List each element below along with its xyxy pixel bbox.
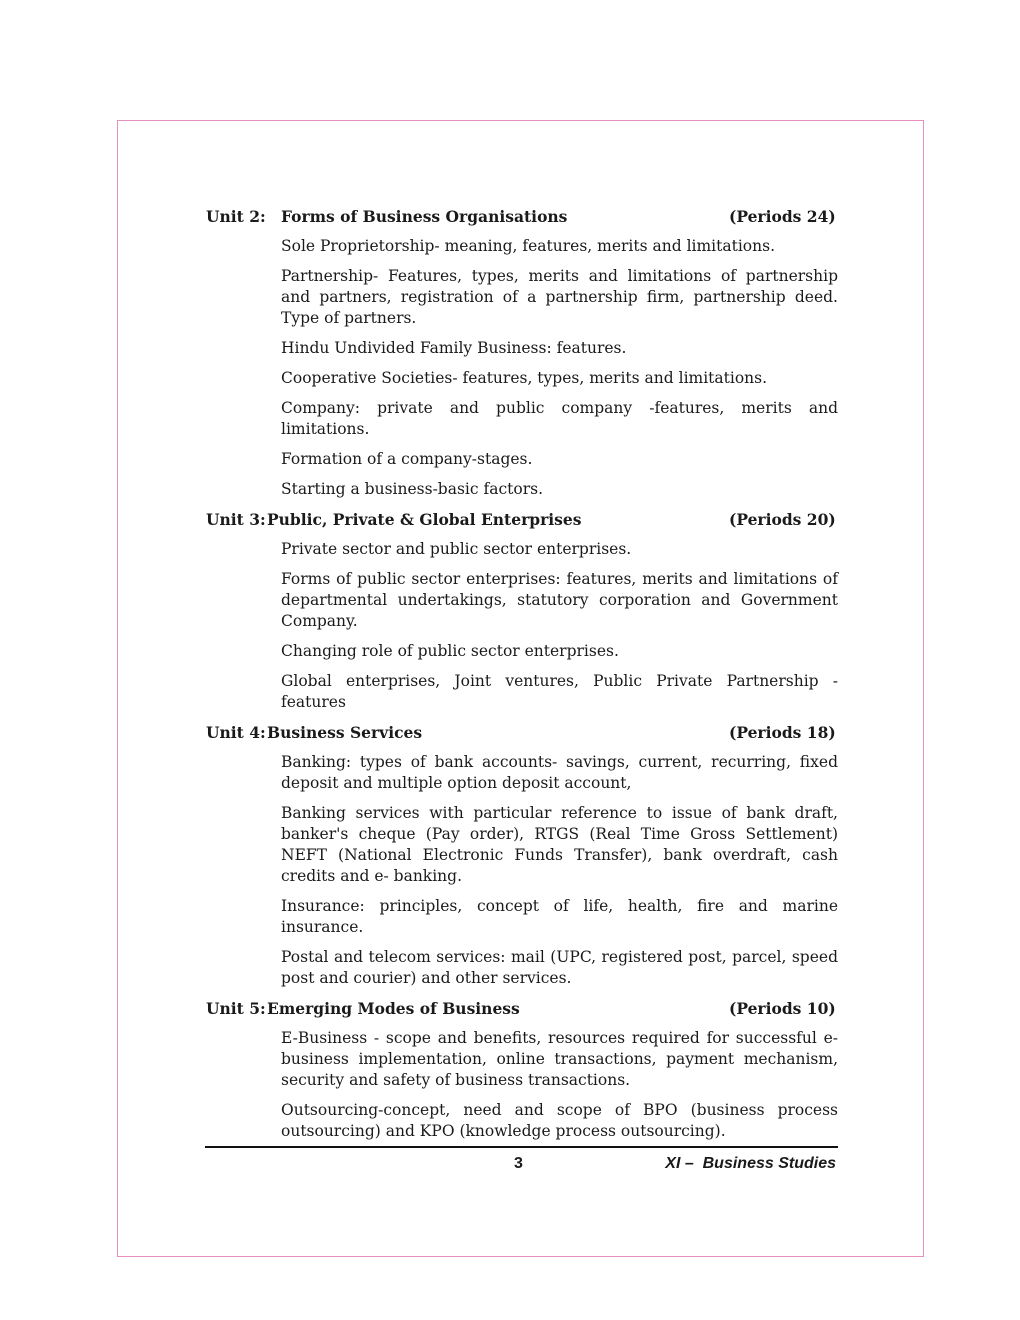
topic-paragraph: Hindu Undivided Family Business: features. bbox=[281, 339, 627, 357]
footer-rule bbox=[205, 1146, 838, 1148]
topic-paragraph: Banking: types of bank accounts- savings, current, recurring, fixed deposit and multiple option deposit account, bbox=[281, 753, 838, 792]
topic-paragraph: Global enterprises, Joint ventures, Public Private Partnership - features bbox=[281, 672, 838, 711]
topic-paragraph: Private sector and public sector enterprises. bbox=[281, 540, 632, 558]
topic-paragraph: Formation of a company-stages. bbox=[281, 450, 533, 468]
topic-paragraph: Insurance: principles, concept of life, health, fire and marine insurance. bbox=[281, 897, 838, 936]
topic-paragraph: Sole Proprietorship- meaning, features, merits and limitations. bbox=[281, 237, 775, 255]
unit-heading bbox=[206, 509, 838, 530]
topic-paragraph: E-Business - scope and benefits, resources required for successful e-business implementation, online transactions, payment mechanism, security and safety of business transactions. bbox=[281, 1029, 838, 1089]
unit-heading bbox=[206, 998, 838, 1019]
unit-heading bbox=[206, 722, 838, 743]
unit-number: Unit 2: bbox=[206, 207, 266, 226]
topic-paragraph: Company: private and public company -features, merits and limitations. bbox=[281, 399, 838, 438]
topic-paragraph: Partnership- Features, types, merits and limitations of partnership and partners, registration of a partnership firm, partnership deed. Type of partners. bbox=[281, 267, 838, 327]
unit-periods: (Periods 18) bbox=[729, 723, 836, 742]
unit-title: Forms of Business Organisations bbox=[281, 207, 568, 226]
topic-paragraph: Changing role of public sector enterprises. bbox=[281, 642, 619, 660]
page-number: 3 bbox=[514, 1155, 523, 1172]
topic-paragraph: Banking services with particular reference to issue of bank draft, banker's cheque (Pay order), RTGS (Real Time Gross Settlement) NEFT (National Electronic Funds Transfer), bank overdraft, cash credits and e- banking. bbox=[281, 804, 838, 885]
unit-section bbox=[206, 722, 838, 989]
unit-heading bbox=[206, 206, 838, 227]
topic-paragraph: Outsourcing-concept, need and scope of BPO (business process outsourcing) and KPO (knowledge process outsourcing). bbox=[281, 1101, 838, 1140]
unit-section bbox=[206, 509, 838, 713]
topic-paragraph: Forms of public sector enterprises: features, merits and limitations of departmental undertakings, statutory corporation and Government Company. bbox=[281, 570, 838, 630]
unit-number: Unit 3: bbox=[206, 510, 266, 529]
unit-periods: (Periods 10) bbox=[729, 999, 836, 1018]
unit-title: Business Services bbox=[267, 723, 423, 742]
unit-periods: (Periods 20) bbox=[729, 510, 836, 529]
unit-number: Unit 4: bbox=[206, 723, 266, 742]
topic-paragraph: Postal and telecom services: mail (UPC, registered post, parcel, speed post and courier) and other services. bbox=[281, 948, 838, 987]
unit-title: Emerging Modes of Business bbox=[267, 999, 520, 1018]
topic-paragraph: Cooperative Societies- features, types, merits and limitations. bbox=[281, 369, 768, 387]
unit-number: Unit 5: bbox=[206, 999, 266, 1018]
syllabus-content bbox=[206, 206, 838, 1151]
unit-periods: (Periods 24) bbox=[729, 207, 836, 226]
unit-section bbox=[206, 998, 838, 1142]
footer-title: XI – Business Studies bbox=[665, 1155, 836, 1172]
topic-paragraph: Starting a business-basic factors. bbox=[281, 480, 543, 498]
unit-title: Public, Private & Global Enterprises bbox=[267, 510, 582, 529]
unit-section bbox=[206, 206, 838, 500]
